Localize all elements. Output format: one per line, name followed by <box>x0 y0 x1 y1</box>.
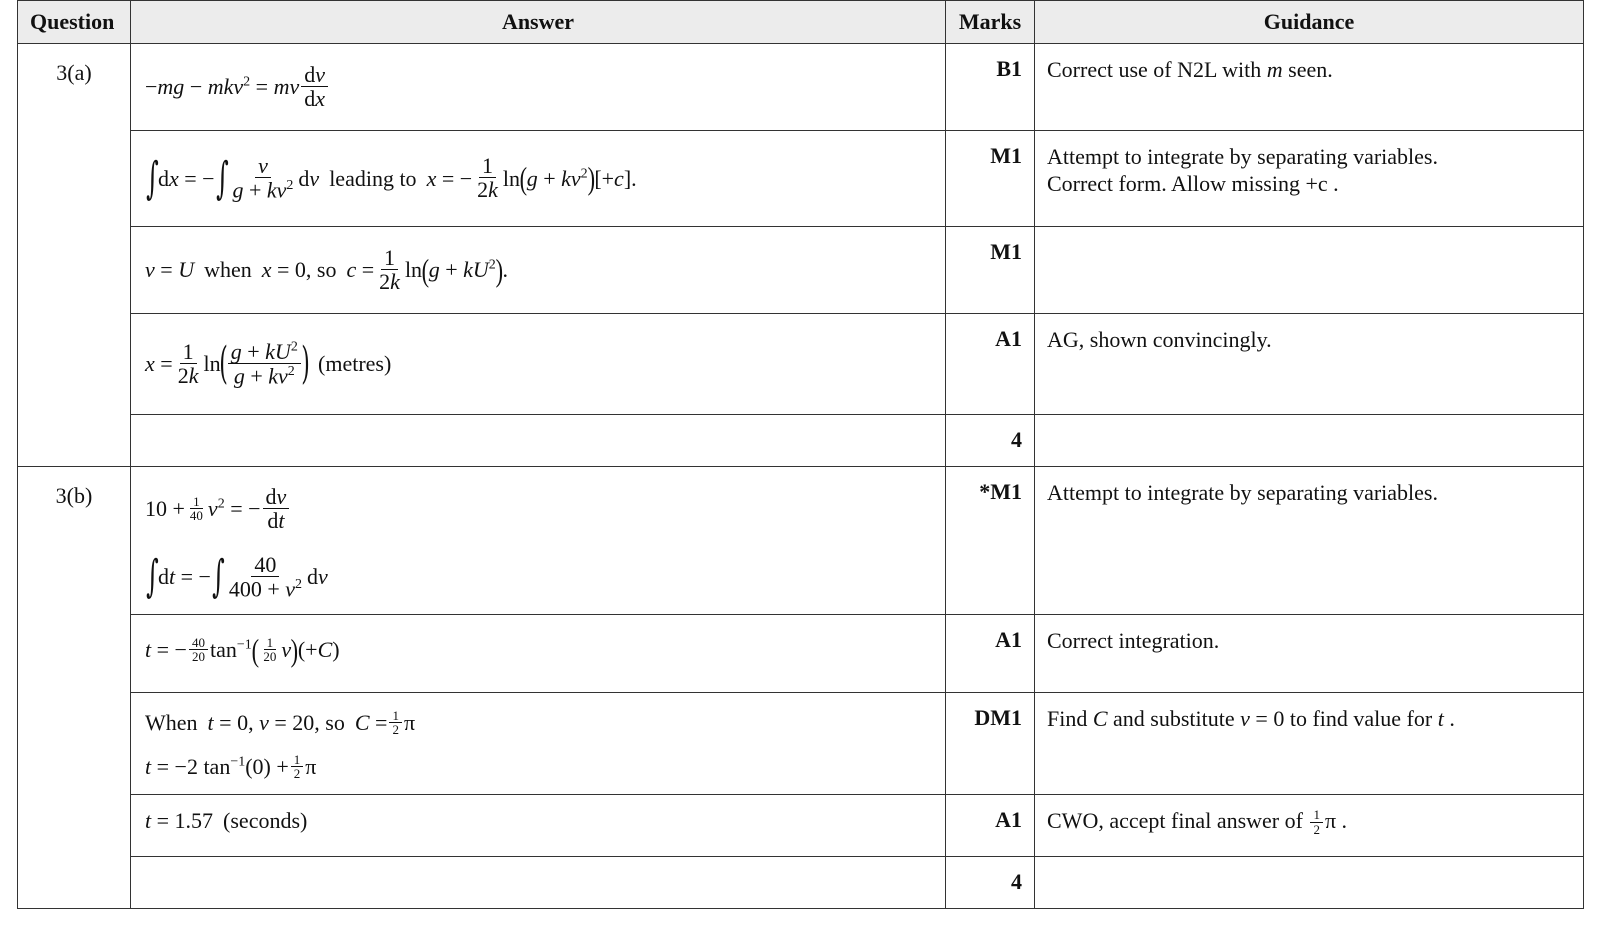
mark: A1 <box>946 795 1035 857</box>
guidance-cell: Attempt to integrate by separating variables. Correct form. Allow missing +c . <box>1035 131 1584 227</box>
mark-scheme-table <box>17 0 1584 909</box>
mark-total: 4 <box>946 415 1035 467</box>
answer-cell: x = $\frac{1}{2k}$ ln ( $\frac{g + kU^2}{g + kv^2}$ ) (metres) <box>131 314 946 415</box>
leading-to-text: leading to <box>329 165 417 191</box>
answer-cell <box>131 857 946 909</box>
guidance-cell <box>1035 857 1584 909</box>
mark: A1 <box>946 314 1035 415</box>
guidance-cell <box>1035 227 1584 314</box>
question-label-3a: 3(a) <box>18 44 131 467</box>
answer-cell: 10 + $\frac{1}{40}$ $v^2$ = − $\frac{dv}{dt}$ ∫ dt = − ∫ $\frac{40}{400 + v^2}$ dv <box>131 467 946 615</box>
answer-cell: ∫ dx = − ∫ $\frac{v}{g + kv^2}$ dv leading to x = − $\frac{1}{2k}$ ln ( $g + kv^2$ ) [+c]. <box>131 131 946 227</box>
answer-cell: −mg − mkv$^2$ = mv $\frac{dv}{dx}$ <box>131 44 946 131</box>
guidance-cell: Find C and substitute v = 0 to find value for t . <box>1035 693 1584 795</box>
table-row <box>18 131 1584 227</box>
answer-cell <box>131 415 946 467</box>
question-label-3b: 3(b) <box>18 467 131 909</box>
table-row <box>18 314 1584 415</box>
mark: M1 <box>946 227 1035 314</box>
table-row <box>18 857 1584 909</box>
table-row <box>18 44 1584 131</box>
guidance-cell: AG, shown convincingly. <box>1035 314 1584 415</box>
guidance-cell <box>1035 415 1584 467</box>
mark: B1 <box>946 44 1035 131</box>
header-guidance: Guidance <box>1035 1 1584 44</box>
mark: DM1 <box>946 693 1035 795</box>
guidance-cell: Attempt to integrate by separating variables. <box>1035 467 1584 615</box>
mark: A1 <box>946 615 1035 693</box>
answer-cell: When t = 0, v = 20 , so C = $\frac{1}{2}$ π t = −2 $\tan^{-1}(0)$ + $\frac{1}{2}$ π <box>131 693 946 795</box>
mark: M1 <box>946 131 1035 227</box>
header-answer: Answer <box>131 1 946 44</box>
table-row <box>18 615 1584 693</box>
table-row <box>18 467 1584 615</box>
header-row <box>18 1 1584 44</box>
header-marks: Marks <box>946 1 1035 44</box>
mark-total: 4 <box>946 857 1035 909</box>
answer-cell: v = U when x = 0 , so c = $\frac{1}{2k}$ ln ( $g + kU^2$ ) . <box>131 227 946 314</box>
guidance-cell: Correct integration. <box>1035 615 1584 693</box>
table-row <box>18 795 1584 857</box>
guidance-cell: Correct use of N2L with m seen. <box>1035 44 1584 131</box>
answer-cell: t = 1.57 (seconds) <box>131 795 946 857</box>
table-row <box>18 693 1584 795</box>
answer-cell: t = − $\frac{40}{20}$ $\tan^{-1}$ ( $\frac{1}{20}$ v ) (+C) <box>131 615 946 693</box>
guidance-cell: CWO, accept final answer of $\frac{1}{2}$ π . <box>1035 795 1584 857</box>
table-row <box>18 415 1584 467</box>
table-row <box>18 227 1584 314</box>
mark: *M1 <box>946 467 1035 615</box>
header-question: Question <box>18 1 131 44</box>
